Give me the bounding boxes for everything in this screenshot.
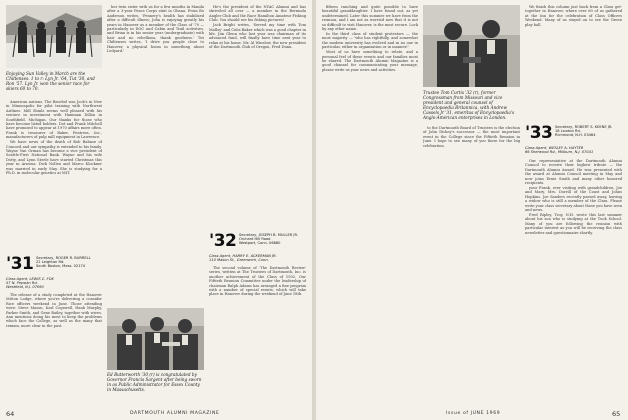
article-paragraph: Our representative at the Dartmouth Alumni Council to receive their highest tribute — the Dartmouth Alumni Award. He was presented with the award at Alumni Council meeting in May and now joins Ernie Smith and many other honored recipients. bbox=[525, 159, 622, 186]
left-column-1 bbox=[6, 100, 102, 250]
swearing-in-photo-image bbox=[107, 308, 204, 370]
article-paragraph: We have news of the death of Bob Bahnse of Concord and our sympathy is extended to his family. Wayne Van Orman has become a vice president of Seattle-First National Bank. Wayne and his wife Dotty, and Lynn Steele have started Christmas this year in Arizona. Dick Nollen and Marco Klockner was married in early May. She is studying for a Ph.D. in molecular genetics at MIT. bbox=[6, 140, 102, 176]
class-32-agent-block bbox=[209, 254, 306, 262]
class-31-address-4: Westfield, N.J. 07090 bbox=[6, 285, 44, 290]
class-31-heading: '31 bbox=[6, 254, 34, 274]
class-32-address-3: 110 Mason St., Greenwich, Conn. bbox=[209, 258, 269, 263]
article-paragraph: to the Dartmouth Board of Trustees is the election of John Dickey's successor — the most important event in the College since the Fiftieth Reunion in June. I hope to see many of you there for the big celebration. bbox=[423, 126, 520, 148]
class-33-secretary: Secretary, ROBERT S. KEENE JR. bbox=[555, 125, 613, 129]
left-column-2 bbox=[107, 5, 204, 305]
right-running-footer: Issue of JUNE 1969 bbox=[446, 411, 501, 416]
article-paragraph: In the third class of student protestors — the most majority — 'who has rightfully, and somewhat the modern university has evolved and in no one in particular, either in organization or in manner!' bbox=[322, 32, 418, 50]
trustee-photo-caption: Trustee Tom Curtis '32 (r), former Congressman from Missouri and vice president and general counsel of Encyclopaedia Britannica, with Andrew Cassels Jr '31, emeritus of Encyclopaedia's Anglo-American enterprises in London. bbox=[423, 90, 515, 120]
class-31-address-1: 22 Leighton Rd. bbox=[36, 260, 65, 265]
class-33-secretary-block bbox=[555, 125, 622, 138]
class-32-secretary: Secretary, JOSEPH B. MULLER JR. bbox=[239, 233, 298, 237]
right-column-2 bbox=[423, 126, 520, 406]
article-paragraph: Jack Bright writes, 'Served my time with Tom Malloy' and Cubs Baker which was a good chapter in life. Jim Glenn who last year was chairman of its advanced fund, will finally have time next year to relax at his home. Mr. Al Winslow, the new president of the Dartmouth Club of Oregon, Fred Dunn. bbox=[209, 23, 306, 50]
class-33-agent: Class Agent, WESLEY A. HAYTER bbox=[525, 146, 584, 150]
class-32-address-2: Westport, Conn. 06880 bbox=[239, 241, 281, 246]
class-32-heading: '32 bbox=[209, 231, 237, 251]
article-paragraph: American nations. The Broebel was Jock's in New in Minneapolis for pilot training with Northwest Airlines. Mill Shinlz seems well pleased with his venture in investment with Hamman Dillon in Southfield, Michigan. Our thanks for those who have become listed holders. Dot and Frank Mitchell have promised to appear at 1970 affairs more often. Frank is treasurer of Baker, Fentress, Inc., manufacturers of pulp mill equipment in Lawrence. bbox=[6, 100, 102, 140]
article-paragraph: Most of us have something to relate, and a personal feel of these events and our families must be shared. The Dartmouth Alumni Magazine is a good channel for communicating your message, please write us your news and activities. bbox=[322, 50, 418, 72]
left-column-3 bbox=[209, 5, 306, 227]
class-33-agent-block bbox=[525, 146, 622, 154]
article-paragraph: The release of a study completed at the Hanover Mitton Lodge, where you're delivering a consider Rice officers weekend in June. Those attending were: Steve Mason, Karl Cogswell, Hank Murphy, Parker Smith, and Gene Bailey, together with wives. Ann mentions doing his most to keep the problems which face the College, as well as the many that remain, more clear in the past. bbox=[6, 293, 102, 328]
class-32-secretary-block bbox=[239, 233, 306, 246]
skiers-photo-caption: Enjoying Sun Valley in March are the Chiltenses. 1 to r: Lyn Jr. '64, Tut '30, and Ron '57. Lyn Jr. won the senior race for skiers 60 to 70. bbox=[6, 71, 95, 91]
article-paragraph: fifteen ranching and quite possible to have beautiful granddaughter. I have found out, as yet undetermined. Later this summer we have from the reunion, and I am not as worried now that it is not so difficult to visit Hanover, is the most secure. Lock by any other name. bbox=[322, 5, 418, 32]
class-33-address-1: 18 Loudon Rd. bbox=[555, 129, 581, 134]
left-page-number: 64 bbox=[6, 410, 15, 418]
class-32-agent: Class Agent, HARRY E. ACKERMAN JR. bbox=[209, 254, 277, 258]
class-31-agent-block bbox=[6, 277, 102, 290]
class-33-address-2: Richmond, N.H. 03464 bbox=[555, 133, 596, 138]
class-31-address-2: South Boston, Mass. 02174 bbox=[36, 264, 86, 269]
class-31-secretary-block bbox=[36, 256, 102, 269]
class-31-address-3: 57 N. Pepsian Rd. bbox=[6, 281, 38, 286]
article-paragraph: We finish this column just back from a Class get-together in Hanover, where over 60 of us gathered at the Inn for the celebration of Class Officers Weekend. Many of us stayed on to see the Green play ball. bbox=[525, 5, 622, 27]
right-column-3 bbox=[525, 5, 622, 120]
swearing-in-photo-caption: Ed Butterworth '30 (r) is congratulated by Governor Francis Sargent after being sworn in as Public Administrator for Essex County in Massachusetts. bbox=[107, 372, 202, 392]
class-31-secretary: Secretary, ROGER R. BURRELL bbox=[36, 256, 91, 260]
right-page bbox=[316, 0, 628, 420]
left-column-1-bottom bbox=[6, 293, 102, 409]
class-31-agent: Class Agent, LEWIS C. FOX bbox=[6, 277, 54, 281]
class-33-heading: '33 bbox=[525, 123, 553, 143]
class-33-address-3: 66 Sherwood Rd., Millburn, N.J. 07041 bbox=[525, 150, 594, 155]
left-page bbox=[0, 0, 312, 420]
right-page-number: 65 bbox=[612, 410, 621, 418]
article-paragraph: her twin sister with us for a few months in Manila after a 3-year Peace Corps stint in Ghana. From Bo Anderson writes, 'Pennery's health has stabilized after a difficult illness; John is enjoying greatly his years in Hanover as a member of the Class of '70 — particularly in DOC and Cabin and Trail activities, and Brian is in his senior year (undergraduate) with hair and no rebellions, thank goodness.' Tut Chiltenses writes, 'I drive you people close to Hanover, a physical boom in something about Ledyard.' bbox=[107, 5, 204, 54]
left-column-3-bottom bbox=[209, 266, 306, 409]
trustee-photo-image bbox=[423, 5, 520, 87]
skiers-photo-image bbox=[6, 5, 102, 68]
trustee-photo bbox=[423, 5, 520, 87]
class-32-address-1: Orchard Hill Road bbox=[239, 237, 271, 242]
right-column-1 bbox=[322, 5, 418, 405]
right-column-3-bottom bbox=[525, 159, 622, 406]
left-running-footer: DARTMOUTH ALUMNI MAGAZINE bbox=[130, 411, 220, 416]
skiers-photo bbox=[6, 5, 102, 68]
article-paragraph: The second volume of 'The Dartmouth Review' series, written at The Trustees of Dartmouth, Inc. is another achievement of the Class of 1932. Our Fiftieth Reunion Committee under the leadership of chairman Ralph Adams has arranged a fine program with a number of special events, which will take place in Hanover during the weekend of June 18th. bbox=[209, 266, 306, 297]
article-paragraph: He's the president of the NYAC Alumni and has shriveled all over — a member in the Bermuda Angler Club and the Race Hamilton Amateur Fishing Club. You should see his fishing pictures! bbox=[209, 5, 306, 23]
article-paragraph: your Frank, ever visiting with grandchildren, Joe and Mary, Mrs. Dorrill of the Coast and Johns Hopkins. Joe Sanders recently passed away, leaving a widow who is still a member of the Class. Please write your class secretary about those you have seen and news. bbox=[525, 186, 622, 213]
swearing-in-photo bbox=[107, 308, 204, 370]
article-paragraph: Fred Ripley, Troy, N.H. wrote this last summer about his son who is studying at the Tuck School. Many of you are following the reunion with particular interest as you will be receiving the class newsletter and questionnaire shortly. bbox=[525, 213, 622, 235]
